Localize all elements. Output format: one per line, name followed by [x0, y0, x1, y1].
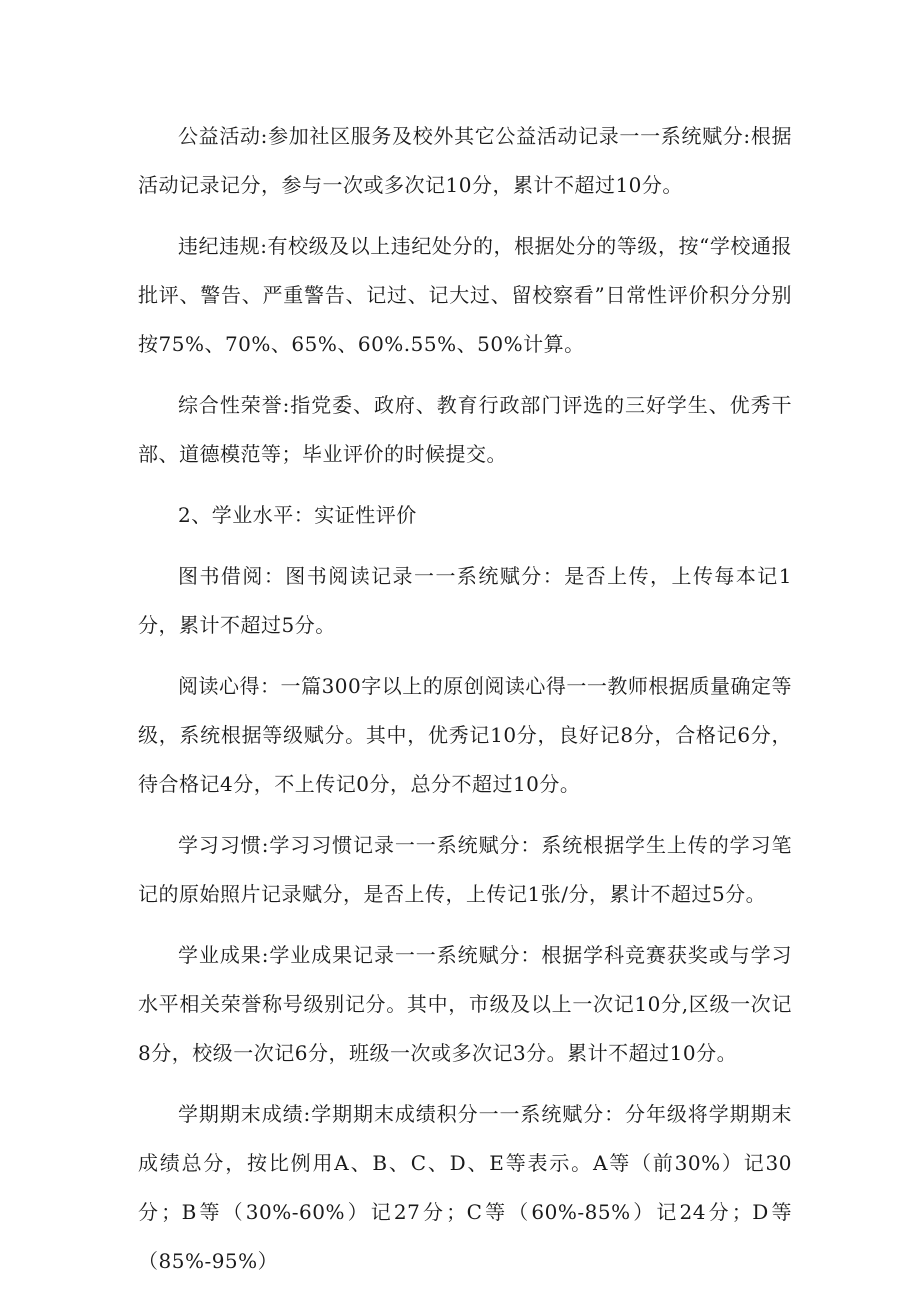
paragraph-final-exam-scores: 学期期末成绩:学期期末成绩积分一一系统赋分：分年级将学期期末成绩总分，按比例用A、B、C、D、E等表示。A等（前30%）记30分；B等（30%-60%）记27分；C等（60%-85%）记24分；D等（85%-95%）	[138, 1102, 792, 1273]
paragraph-reading-reflection: 阅读心得：一篇300字以上的原创阅读心得一一教师根据质量确定等级，系统根据等级赋分。其中，优秀记10分，良好记8分，合格记6分，待合格记4分，不上传记0分，总分不超过10分。	[138, 674, 792, 796]
paragraph-book-borrowing: 图书借阅：图书阅读记录一一系统赋分：是否上传，上传每本记1分，累计不超过5分。	[138, 564, 792, 637]
section-heading-academic-level: 2、学业水平：实证性评价	[178, 503, 417, 527]
paragraph-comprehensive-honor: 综合性荣誉:指党委、政府、教育行政部门评选的三好学生、优秀干部、道德模范等；毕业评价的时候提交。	[138, 393, 792, 466]
paragraph-public-welfare: 公益活动:参加社区服务及校外其它公益活动记录一一系统赋分:根据活动记录记分，参与一次或多次记10分，累计不超过10分。	[138, 124, 792, 197]
paragraph-academic-achievements: 学业成果:学业成果记录一一系统赋分：根据学科竞赛获奖或与学习水平相关荣誉称号级别记分。其中，市级及以上一次记10分,区级一次记8分，校级一次记6分，班级一次或多次记3分。累计不超过10分。	[138, 943, 792, 1065]
paragraph-study-habits: 学习习惯:学习习惯记录一一系统赋分：系统根据学生上传的学习笔记的原始照片记录赋分，是否上传，上传记1张/分，累计不超过5分。	[138, 833, 792, 906]
paragraph-discipline-violation: 违纪违规:有校级及以上违纪处分的，根据处分的等级，按“学校通报批评、警告、严重警告、记过、记大过、留校察看”日常性评价积分分别按75%、70%、65%、60%.55%、50%计算。	[138, 234, 792, 356]
